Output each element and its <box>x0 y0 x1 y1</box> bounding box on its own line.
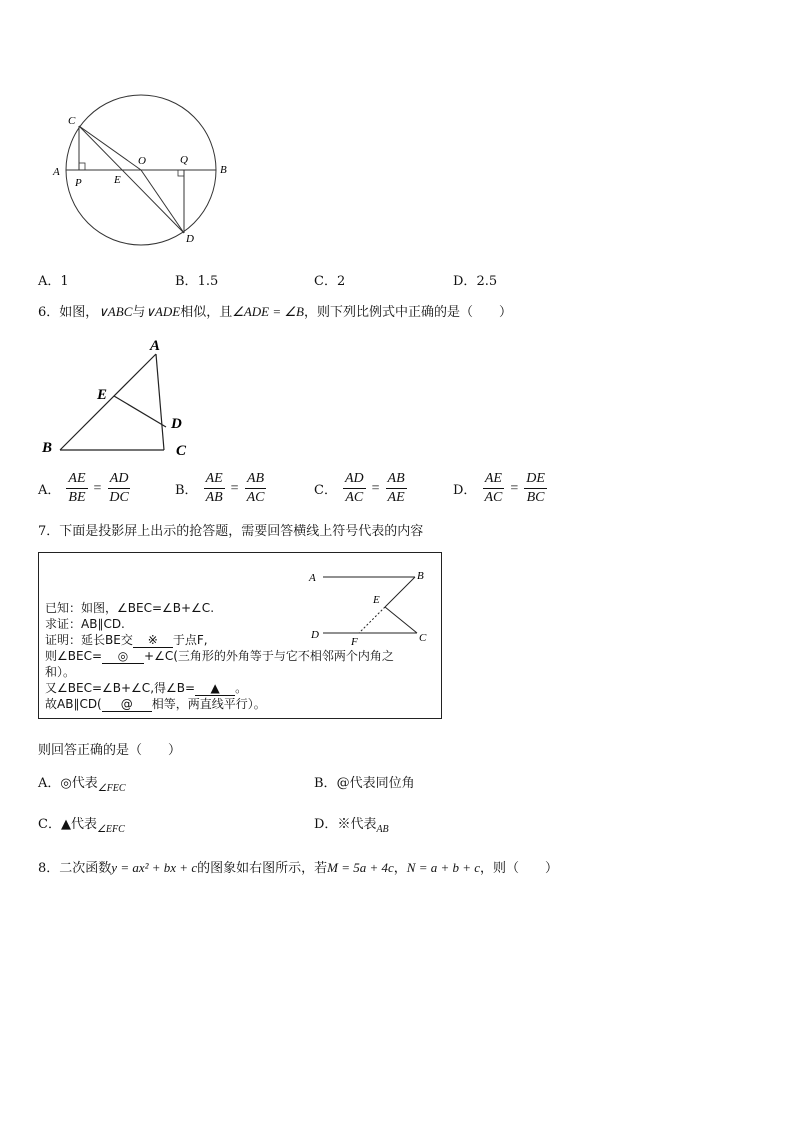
q7-line-prove: 求证：AB∥CD. <box>45 617 125 631</box>
numerator: AB <box>386 472 407 489</box>
q5-right-angle-P <box>79 163 85 170</box>
q5-option-d-letter: D． <box>453 274 477 289</box>
q7-option-a-letter: A． <box>38 776 61 791</box>
q5-option-b-value: 1.5 <box>197 274 219 289</box>
q5-label-Q: Q <box>180 154 188 166</box>
q6-stem-4: ，则下列比例式中正确的是（ ） <box>304 305 513 320</box>
q6-option-a <box>38 472 131 505</box>
q5-label-D: D <box>186 233 194 245</box>
denominator: AC <box>345 490 364 505</box>
q5-label-A: A <box>53 166 60 178</box>
q5-option-c-letter: C． <box>314 274 337 289</box>
denominator: DC <box>109 490 129 505</box>
q6-tri-ade: ∨ADE <box>145 304 181 319</box>
q7-segment-BE <box>385 577 415 607</box>
q8-stem-1: 二次函数 <box>59 861 112 876</box>
q7-option-d-letter: D． <box>314 817 338 832</box>
q6-label-B: B <box>42 440 53 456</box>
q6-side-AB <box>60 354 156 450</box>
q6-segment-ED <box>114 396 166 427</box>
q6-triangle-figure <box>38 334 198 462</box>
q7-option-a-math: ∠FEC <box>97 783 126 794</box>
q7-option-b <box>314 772 415 791</box>
q7-label-B: B <box>417 570 424 582</box>
denominator: AE <box>387 490 405 505</box>
q7-label-D: D <box>311 629 319 641</box>
q6-option-c-right-fraction <box>386 472 407 505</box>
q5-option-c <box>314 270 345 289</box>
q7-proof-1-post: 于点F, <box>172 633 208 647</box>
q5-circle-figure <box>48 92 238 252</box>
q5-segment-OD <box>141 170 184 233</box>
q6-option-b-right-fraction <box>245 472 267 505</box>
q6-label-A: A <box>150 338 161 354</box>
q7-option-d <box>314 813 389 835</box>
q7-blank-bullseye: ◎ <box>102 649 144 664</box>
q7-proof-5-post: 相等，两直线平行）。 <box>151 697 266 711</box>
q7-label-A: A <box>309 572 316 584</box>
q7-proof-4-pre: 又∠BEC=∠B+∠C,得∠B= <box>45 681 196 695</box>
q5-option-b <box>175 270 218 289</box>
q7-stem: 7．下面是投影屏上出示的抢答题，需要回答横线上符号代表的内容 <box>38 524 424 539</box>
q6-stem-3: 相似，且 <box>180 305 233 320</box>
q6-label-C: C <box>176 443 187 459</box>
q7-label-C: C <box>419 632 427 644</box>
q7-question: 则回答正确的是（ ） <box>38 743 182 758</box>
equals-sign: = <box>371 480 380 496</box>
q8-stem <box>38 857 558 876</box>
q5-option-a-letter: A． <box>38 274 61 289</box>
q6-option-d-left-fraction <box>482 472 504 505</box>
q7-blank-triangle: ▲ <box>195 681 235 696</box>
q7-blank-asterism: ※ <box>133 633 173 648</box>
equals-sign: = <box>93 480 102 496</box>
denominator: AC <box>484 490 503 505</box>
q5-segment-CD <box>79 126 184 233</box>
numerator: AE <box>483 472 504 489</box>
numerator: AE <box>66 472 87 489</box>
q7-option-d-text: ※代表 <box>337 817 377 832</box>
q7-option-c-letter: C． <box>38 817 61 832</box>
q7-option-c <box>38 813 125 835</box>
q6-option-d-right-fraction <box>524 472 547 505</box>
q5-option-b-letter: B． <box>175 274 198 289</box>
q8-separator: ， <box>393 861 407 876</box>
q5-segment-CO <box>79 126 141 170</box>
q6-stem <box>38 301 512 320</box>
denominator: AC <box>246 490 265 505</box>
q8-m-expression: M = 5a + 4c <box>327 860 394 875</box>
q7-blank-at: @ <box>102 697 152 712</box>
q7-line-proof-4 <box>45 679 247 696</box>
q6-option-c <box>314 472 407 505</box>
q6-label-E: E <box>97 387 108 403</box>
q6-option-a-left-fraction <box>66 472 87 505</box>
q5-option-d-value: 2.5 <box>476 274 498 289</box>
denominator: BE <box>68 490 86 505</box>
q5-label-C: C <box>68 115 76 127</box>
q7-option-d-math: AB <box>376 824 389 835</box>
q7-label-F: F <box>351 636 358 648</box>
q7-proof-2-pre: 则∠BEC= <box>45 649 103 663</box>
q7-line-proof-3: 和）。 <box>45 665 76 679</box>
q6-stem-1: 如图， <box>59 305 99 320</box>
q5-right-angle-Q <box>178 170 184 176</box>
q7-proof-4-post: 。 <box>235 681 248 695</box>
q5-option-d <box>453 270 497 289</box>
q7-option-b-text: @代表同位角 <box>336 776 415 791</box>
q5-label-P: P <box>75 177 82 189</box>
numerator: AB <box>245 472 266 489</box>
q7-option-c-text: ▲代表 <box>60 817 97 832</box>
q6-option-a-right-fraction <box>107 472 130 505</box>
q7-proof-5-pre: 故AB∥CD( <box>45 697 102 711</box>
q7-proof-1-pre: 证明：延长BE交 <box>45 633 133 647</box>
numerator: AD <box>343 472 366 489</box>
q6-stem-2: 与 <box>132 305 146 320</box>
q5-label-O: O <box>138 155 146 167</box>
q6-option-c-letter: C． <box>314 483 337 498</box>
q7-option-c-math: ∠EFC <box>96 824 125 835</box>
q7-line-proof-2 <box>45 647 394 664</box>
q7-line-given: 已知：如图，∠BEC=∠B+∠C. <box>45 601 215 615</box>
q8-n-expression: N = a + b + c <box>406 860 481 875</box>
q5-option-a-value: 1 <box>60 274 69 289</box>
q6-option-a-letter: A． <box>38 483 61 498</box>
q7-option-a-text: ◎代表 <box>60 776 98 791</box>
q6-label-D: D <box>171 416 182 432</box>
q8-function: y = ax² + bx + c <box>111 860 198 875</box>
q7-option-b-letter: B． <box>314 776 337 791</box>
q6-side-AC <box>156 354 164 450</box>
q6-option-d-letter: D． <box>453 483 477 498</box>
q6-tri-abc: ∨ABC <box>98 304 133 319</box>
q7-option-a <box>38 772 126 794</box>
q5-option-a <box>38 270 69 289</box>
q5-option-c-value: 2 <box>336 274 346 289</box>
denominator: AB <box>205 490 223 505</box>
q8-stem-2: 的图象如右图所示，若 <box>197 861 328 876</box>
q6-option-b-left-fraction <box>204 472 225 505</box>
equals-sign: = <box>230 480 239 496</box>
equals-sign: = <box>510 480 519 496</box>
q7-parallel-figure <box>307 565 437 649</box>
q8-stem-3: ，则（ ） <box>480 861 559 876</box>
q7-proof-box <box>38 552 442 719</box>
q5-label-B: B <box>220 164 227 176</box>
numerator: AE <box>204 472 225 489</box>
q5-label-E: E <box>114 174 121 186</box>
denominator: BC <box>526 490 545 505</box>
q8-number: 8． <box>38 861 60 876</box>
q7-dashed-EF <box>359 607 385 633</box>
q7-proof-2-post: +∠C(三角形的外角等于与它不相邻两个内角之 <box>144 649 394 663</box>
q6-option-b <box>175 472 266 505</box>
q6-option-d <box>453 472 547 505</box>
q6-number: 6． <box>38 305 60 320</box>
numerator: AD <box>108 472 131 489</box>
q6-option-c-left-fraction <box>343 472 366 505</box>
numerator: DE <box>524 472 547 489</box>
q7-line-proof-5 <box>45 695 266 712</box>
q6-option-b-letter: B． <box>175 483 198 498</box>
q6-angle-condition: ∠ADE = ∠B <box>232 304 304 319</box>
q7-label-E: E <box>373 594 380 606</box>
q7-segment-EC <box>385 607 417 633</box>
q7-line-proof-1 <box>45 631 208 648</box>
